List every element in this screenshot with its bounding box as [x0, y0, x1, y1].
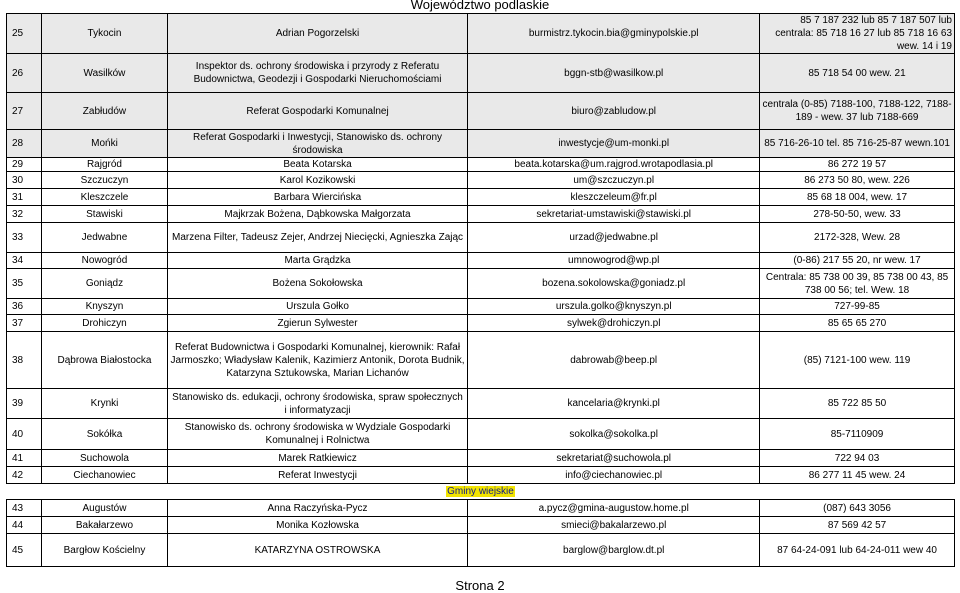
contact-person: Marek Ratkiewicz — [167, 450, 468, 467]
contact-person: Referat Budownictwa i Gospodarki Komunalnej, kierownik: Rafał Jarmoszko; Władysław Kalenik, Kazimierz Antonik, Dorota Budnik, Katarzyna Sztukowska, Marian Lichanów — [167, 332, 468, 389]
contact-person: Marzena Filter, Tadeusz Zejer, Andrzej Niecięcki, Agnieszka Zając — [167, 223, 468, 253]
phone-number: 85 718 54 00 wew. 21 — [760, 54, 955, 93]
town-name: Kleszczele — [42, 189, 168, 206]
table-row — [7, 534, 955, 567]
phone-number: 85 716-26-10 tel. 85 716-25-87 wewn.101 — [760, 130, 955, 158]
row-number: 27 — [7, 93, 42, 130]
row-number: 30 — [7, 172, 42, 189]
email-address[interactable]: dabrowab@beep.pl — [468, 332, 760, 389]
row-number: 43 — [7, 500, 42, 517]
town-name: Nowogród — [42, 253, 168, 269]
contact-person: Barbara Wiercińska — [167, 189, 468, 206]
town-name: Sokółka — [42, 419, 168, 450]
table-row — [7, 517, 955, 534]
row-number: 33 — [7, 223, 42, 253]
email-address[interactable]: burmistrz.tykocin.bia@gminypolskie.pl — [468, 14, 760, 54]
row-number: 31 — [7, 189, 42, 206]
email-address[interactable]: sokolka@sokolka.pl — [468, 419, 760, 450]
phone-number: 86 273 50 80, wew. 226 — [760, 172, 955, 189]
town-name: Goniądz — [42, 269, 168, 299]
contact-person: Urszula Gołko — [167, 299, 468, 315]
town-name: Tykocin — [42, 14, 168, 54]
email-address[interactable]: urzad@jedwabne.pl — [468, 223, 760, 253]
phone-number: 86 277 11 45 wew. 24 — [760, 467, 955, 484]
town-name: Drohiczyn — [42, 315, 168, 332]
page-header-title: Województwo podlaskie — [410, 0, 550, 12]
town-name: Dąbrowa Białostocka — [42, 332, 168, 389]
table-row — [7, 189, 955, 206]
row-number: 32 — [7, 206, 42, 223]
email-address[interactable]: a.pycz@gmina-augustow.home.pl — [468, 500, 760, 517]
table-row — [7, 269, 955, 299]
town-name: Mońki — [42, 130, 168, 158]
table-row — [7, 253, 955, 269]
phone-number: (85) 7121-100 wew. 119 — [760, 332, 955, 389]
contact-person: KATARZYNA OSTROWSKA — [167, 534, 468, 567]
phone-number: 85-7110909 — [760, 419, 955, 450]
town-name: Knyszyn — [42, 299, 168, 315]
table-row — [7, 450, 955, 467]
contact-person: Stanowisko ds. ochrony środowiska w Wydziale Gospodarki Komunalnej i Rolnictwa — [167, 419, 468, 450]
contact-person: Referat Inwestycji — [167, 467, 468, 484]
phone-number: 85 68 18 004, wew. 17 — [760, 189, 955, 206]
phone-number: 85 65 65 270 — [760, 315, 955, 332]
town-name: Ciechanowiec — [42, 467, 168, 484]
town-name: Jedwabne — [42, 223, 168, 253]
table-row — [7, 93, 955, 130]
table-row — [7, 467, 955, 484]
section-row — [7, 484, 955, 500]
row-number: 41 — [7, 450, 42, 467]
email-address[interactable]: beata.kotarska@um.rajgrod.wrotapodlasia.pl — [468, 158, 760, 172]
contact-person: Majkrzak Bożena, Dąbkowska Małgorzata — [167, 206, 468, 223]
contact-person: Anna Raczyńska-Pycz — [167, 500, 468, 517]
phone-number: 85 722 85 50 — [760, 389, 955, 419]
table-row — [7, 54, 955, 93]
town-name: Szczuczyn — [42, 172, 168, 189]
phone-number: 727-99-85 — [760, 299, 955, 315]
table-row — [7, 172, 955, 189]
page-number: Strona 2 — [455, 578, 505, 593]
phone-number: 85 7 187 232 lub 85 7 187 507 lub centrala: 85 718 16 27 lub 85 718 16 63 wew. 14 i 19 — [760, 14, 955, 54]
row-number: 44 — [7, 517, 42, 534]
email-address[interactable]: urszula.golko@knyszyn.pl — [468, 299, 760, 315]
contact-person: Marta Grądzka — [167, 253, 468, 269]
row-number: 25 — [7, 14, 42, 54]
town-name: Suchowola — [42, 450, 168, 467]
row-number: 42 — [7, 467, 42, 484]
row-number: 45 — [7, 534, 42, 567]
town-name: Krynki — [42, 389, 168, 419]
town-name: Bargłow Kościelny — [42, 534, 168, 567]
phone-number: (0-86) 217 55 20, nr wew. 17 — [760, 253, 955, 269]
phone-number: centrala (0-85) 7188-100, 7188-122, 7188-189 - wew. 37 lub 7188-669 — [760, 93, 955, 130]
email-address[interactable]: sekretariat@suchowola.pl — [468, 450, 760, 467]
contact-person: Adrian Pogorzelski — [167, 14, 468, 54]
table-row — [7, 332, 955, 389]
row-number: 34 — [7, 253, 42, 269]
section-label: Gminy wiejskie — [447, 486, 514, 497]
contact-person: Zgierun Sylwester — [167, 315, 468, 332]
phone-number: 278-50-50, wew. 33 — [760, 206, 955, 223]
contact-person: Bożena Sokołowska — [167, 269, 468, 299]
row-number: 35 — [7, 269, 42, 299]
contact-person: Referat Gospodarki Komunalnej — [167, 93, 468, 130]
email-address[interactable]: umnowogrod@wp.pl — [468, 253, 760, 269]
contact-person: Beata Kotarska — [167, 158, 468, 172]
town-name: Wasilków — [42, 54, 168, 93]
email-address[interactable]: biuro@zabludow.pl — [468, 93, 760, 130]
email-address[interactable]: sylwek@drohiczyn.pl — [468, 315, 760, 332]
town-name: Stawiski — [42, 206, 168, 223]
contact-person: Monika Kozłowska — [167, 517, 468, 534]
table-row — [7, 223, 955, 253]
phone-number: 722 94 03 — [760, 450, 955, 467]
contact-person: Karol Kozikowski — [167, 172, 468, 189]
email-address[interactable]: bggn-stb@wasilkow.pl — [468, 54, 760, 93]
table-row — [7, 14, 955, 54]
row-number: 26 — [7, 54, 42, 93]
contact-person: Inspektor ds. ochrony środowiska i przyrody z Referatu Budownictwa, Geodezji i Gospodarki Nieruchomościami — [167, 54, 468, 93]
table-row — [7, 299, 955, 315]
row-number: 29 — [7, 158, 42, 172]
contact-person: Referat Gospodarki i Inwestycji, Stanowisko ds. ochrony środowiska — [167, 130, 468, 158]
contacts-table — [6, 13, 955, 567]
town-name: Zabłudów — [42, 93, 168, 130]
email-address[interactable]: bozena.sokolowska@goniadz.pl — [468, 269, 760, 299]
row-number: 28 — [7, 130, 42, 158]
row-number: 36 — [7, 299, 42, 315]
table-row — [7, 389, 955, 419]
town-name: Bakałarzewo — [42, 517, 168, 534]
table-row — [7, 419, 955, 450]
email-address[interactable]: info@ciechanowiec.pl — [468, 467, 760, 484]
table-row — [7, 130, 955, 158]
phone-number: 87 64-24-091 lub 64-24-011 wew 40 — [760, 534, 955, 567]
email-address[interactable]: barglow@barglow.dt.pl — [468, 534, 760, 567]
phone-number: (087) 643 3056 — [760, 500, 955, 517]
phone-number: 86 272 19 57 — [760, 158, 955, 172]
email-address[interactable]: inwestycje@um-monki.pl — [468, 130, 760, 158]
email-address[interactable]: smieci@bakalarzewo.pl — [468, 517, 760, 534]
row-number: 40 — [7, 419, 42, 450]
row-number: 37 — [7, 315, 42, 332]
table-row — [7, 315, 955, 332]
phone-number: 2172-328, Wew. 28 — [760, 223, 955, 253]
row-number: 39 — [7, 389, 42, 419]
email-address[interactable]: kleszczeleum@fr.pl — [468, 189, 760, 206]
town-name: Augustów — [42, 500, 168, 517]
table-row — [7, 206, 955, 223]
contact-person: Stanowisko ds. edukacji, ochrony środowiska, spraw społecznych i informatyzacji — [167, 389, 468, 419]
email-address[interactable]: sekretariat-umstawiski@stawiski.pl — [468, 206, 760, 223]
email-address[interactable]: kancelaria@krynki.pl — [468, 389, 760, 419]
phone-number: 87 569 42 57 — [760, 517, 955, 534]
phone-number: Centrala: 85 738 00 39, 85 738 00 43, 85 738 00 56; tel. Wew. 18 — [760, 269, 955, 299]
section-cell — [7, 484, 955, 500]
row-number: 38 — [7, 332, 42, 389]
town-name: Rajgród — [42, 158, 168, 172]
email-address[interactable]: um@szczuczyn.pl — [468, 172, 760, 189]
table-row — [7, 500, 955, 517]
table-row — [7, 158, 955, 172]
